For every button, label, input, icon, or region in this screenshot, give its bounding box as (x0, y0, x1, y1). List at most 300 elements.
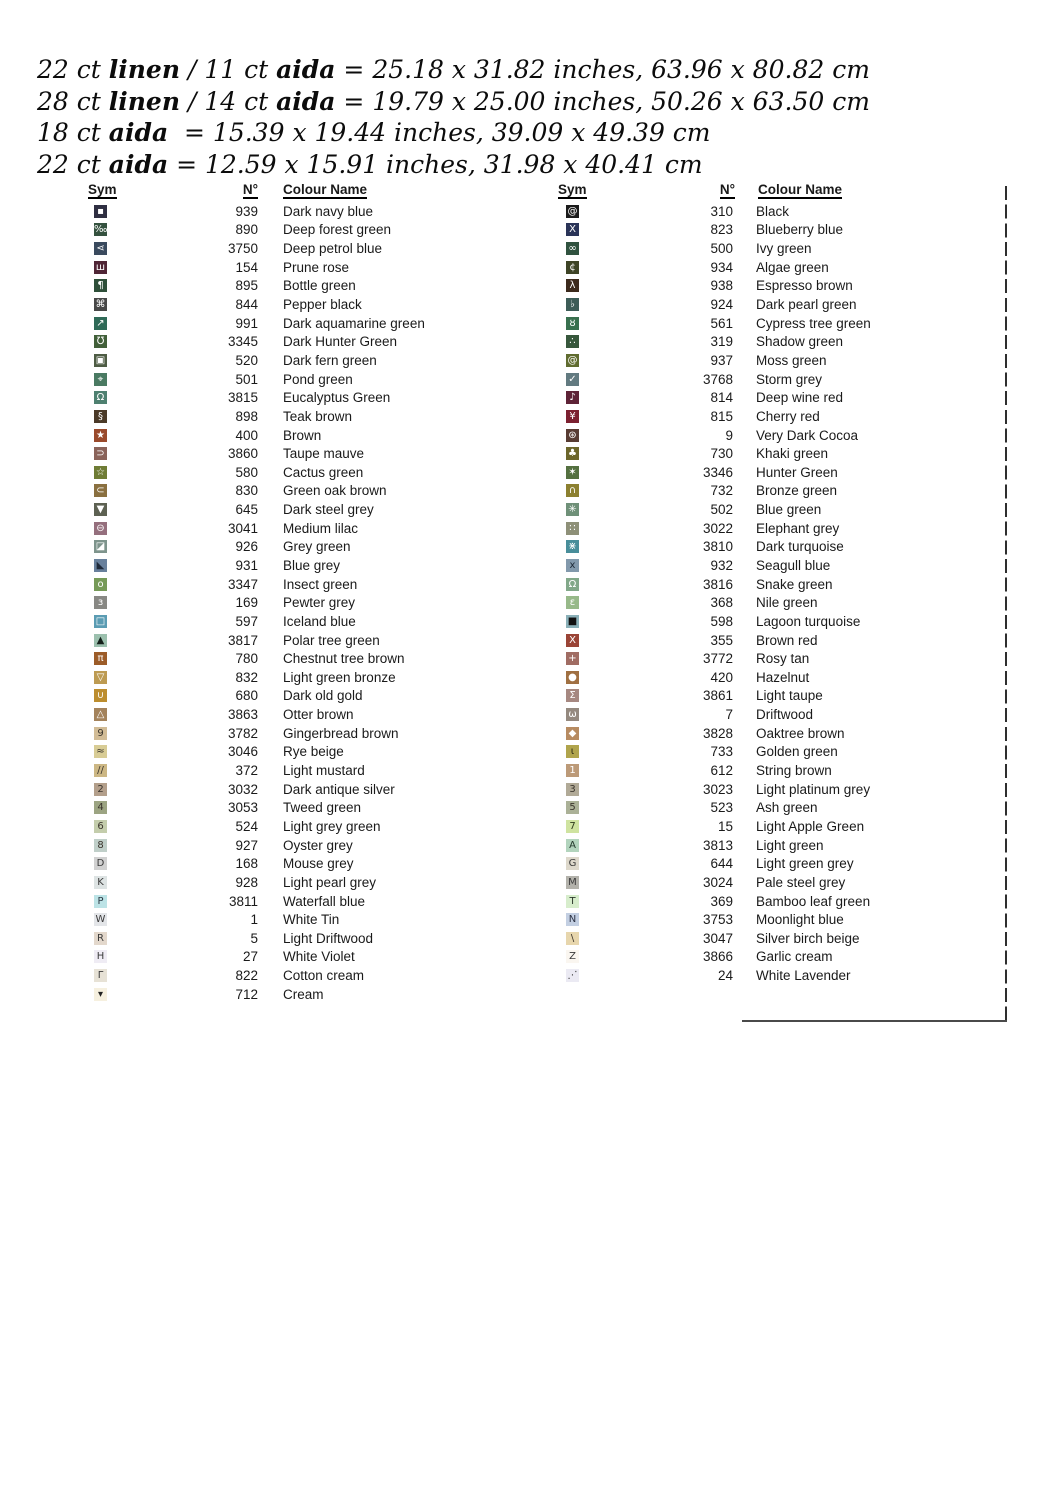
colour-number: 830 (235, 483, 258, 499)
symbol-swatch: x (566, 559, 579, 572)
colour-number: 1 (250, 912, 258, 928)
colour-number: 501 (235, 371, 258, 387)
colour-name: Polar tree green (283, 632, 380, 648)
table-row (88, 332, 528, 351)
header-number: N° (242, 182, 258, 197)
colour-name: Hazelnut (756, 669, 810, 685)
table-row (558, 593, 998, 612)
symbol-swatch: ⊖ (94, 522, 107, 535)
table-row (558, 202, 998, 221)
colour-name: Cream (283, 986, 324, 1002)
symbol-swatch: ✳ (566, 503, 579, 516)
colour-number: 814 (710, 390, 733, 406)
symbol-swatch: N (566, 913, 579, 926)
colour-name: Deep forest green (283, 222, 392, 238)
symbol-swatch: W (95, 914, 106, 926)
colour-number: 369 (710, 893, 733, 909)
colour-name: Brown (283, 427, 322, 443)
colour-number: 612 (710, 763, 733, 779)
symbol-swatch: ¥ (566, 410, 579, 423)
symbol-swatch: @ (567, 205, 578, 217)
colour-name: Dark aquamarine green (283, 315, 425, 331)
table-row (88, 593, 528, 612)
colour-name: Chestnut tree brown (283, 651, 405, 667)
table-row (558, 854, 998, 873)
table-row (88, 221, 528, 240)
colour-number: 934 (710, 259, 733, 275)
table-row (88, 407, 528, 426)
colour-name: Elephant grey (756, 520, 840, 536)
colour-number: 154 (235, 259, 258, 275)
symbol-swatch: ▪ (94, 205, 107, 218)
colour-name: Tweed green (283, 800, 362, 816)
colour-name: Driftwood (756, 707, 814, 723)
colour-number: 645 (235, 502, 258, 518)
colour-number: 520 (235, 352, 258, 368)
symbol-swatch: ◣ (94, 559, 107, 572)
symbol-swatch: ☆ (94, 466, 107, 479)
colour-number: 895 (235, 278, 258, 294)
symbol-swatch: ⋇ (566, 540, 579, 553)
symbol-swatch: ⋰ (567, 970, 578, 982)
table-row (88, 817, 528, 836)
table-row (88, 705, 528, 724)
colour-name: Deep wine red (756, 390, 844, 406)
table-row (558, 407, 998, 426)
colour-name: Green oak brown (283, 483, 387, 499)
table-row (88, 873, 528, 892)
table-row (88, 482, 528, 501)
table-row (558, 799, 998, 818)
colour-number: 823 (710, 222, 733, 238)
colour-name: Waterfall blue (283, 893, 366, 909)
colour-number: 168 (235, 856, 258, 872)
table-header (88, 182, 528, 201)
size-line: 22 ct linen / 11 ct aida = 25.18 x 31.82 inches, 63.96 x 80.82 cm (37, 55, 870, 84)
symbol-swatch: 3 (566, 783, 579, 796)
colour-number: 927 (235, 837, 258, 853)
colour-name: Teak brown (283, 408, 353, 424)
colour-number: 3032 (227, 781, 258, 797)
table-row (88, 295, 528, 314)
colour-number: 3750 (227, 241, 258, 257)
colour-name: Seagull blue (756, 557, 831, 573)
colour-number: 27 (242, 949, 258, 965)
symbol-swatch: + (566, 652, 579, 665)
symbol-swatch: R (94, 932, 107, 945)
symbol-swatch: ▾ (94, 988, 107, 1001)
table-row (558, 314, 998, 333)
colour-name: Bamboo leaf green (756, 893, 871, 909)
table-row (558, 332, 998, 351)
colour-name: Dark antique silver (283, 781, 395, 797)
colour-name: Moss green (756, 352, 827, 368)
symbol-swatch: ɜ (94, 596, 107, 609)
table-row (558, 444, 998, 463)
header-number: N° (719, 182, 735, 197)
colour-name: Dark Hunter Green (283, 334, 398, 350)
colour-name: Blue grey (283, 557, 341, 573)
colour-name: Deep petrol blue (283, 241, 383, 257)
colour-number: 844 (235, 297, 258, 313)
symbol-swatch: ∪ (94, 689, 107, 702)
symbol-swatch: ▣ (95, 354, 106, 366)
colour-name: Cherry red (756, 408, 820, 424)
table-row (88, 892, 528, 911)
colour-number: 3024 (702, 874, 733, 890)
colour-name: Light Apple Green (756, 818, 865, 834)
colour-name: Light green bronze (283, 669, 396, 685)
colour-name: Espresso brown (756, 278, 853, 294)
table-row (88, 836, 528, 855)
symbol-swatch: 9 (94, 727, 107, 740)
symbol-swatch: // (94, 764, 107, 777)
table-row (558, 258, 998, 277)
fabric-size-summary (37, 54, 870, 180)
colour-number: 938 (710, 278, 733, 294)
symbol-swatch: ● (566, 671, 579, 684)
symbol-swatch: o (94, 578, 107, 591)
symbol-swatch: ◪ (95, 541, 106, 553)
table-row (558, 463, 998, 482)
table-row (558, 948, 998, 967)
colour-number: 924 (710, 297, 733, 313)
colour-name: Light pearl grey (283, 874, 377, 890)
colour-name: Golden green (756, 744, 838, 760)
table-row (558, 556, 998, 575)
symbol-swatch: 7 (566, 820, 579, 833)
colour-number: 372 (235, 763, 258, 779)
table-row (88, 780, 528, 799)
colour-name: Gingerbread brown (283, 725, 399, 741)
colour-name: Prune rose (283, 259, 350, 275)
colour-number: 3860 (227, 446, 258, 462)
table-row (88, 910, 528, 929)
colour-number: 3345 (227, 334, 258, 350)
symbol-swatch: 4 (94, 801, 107, 814)
colour-number: 3047 (702, 930, 733, 946)
colour-name: Hunter Green (756, 464, 838, 480)
colour-number: 3772 (702, 651, 733, 667)
colour-name: Moonlight blue (756, 912, 844, 928)
table-row (558, 743, 998, 762)
symbol-swatch: ◆ (566, 727, 579, 740)
colour-number: 712 (235, 986, 258, 1002)
table-right-border (1005, 186, 1007, 1022)
symbol-swatch: ω (566, 708, 579, 721)
colour-name: Oaktree brown (756, 725, 845, 741)
colour-name: Dark fern green (283, 352, 377, 368)
symbol-swatch: H (94, 950, 107, 963)
symbol-swatch: ∞ (566, 242, 579, 255)
colour-number: 24 (717, 968, 733, 984)
colour-number: 355 (710, 632, 733, 648)
colour-name: Insect green (283, 576, 358, 592)
table-row (88, 724, 528, 743)
colour-number: 898 (235, 408, 258, 424)
table-row (88, 463, 528, 482)
colour-number: 733 (710, 744, 733, 760)
symbol-swatch: ≈ (94, 745, 107, 758)
colour-number: 3046 (227, 744, 258, 760)
table-row (88, 444, 528, 463)
colour-number: 561 (710, 315, 733, 331)
table-row (558, 388, 998, 407)
colour-name: Otter brown (283, 707, 354, 723)
colour-number: 3828 (702, 725, 733, 741)
table-row (558, 780, 998, 799)
symbol-swatch: ▽ (94, 671, 107, 684)
table-row (88, 519, 528, 538)
colour-name: Khaki green (756, 446, 829, 462)
table-row (88, 743, 528, 762)
symbol-swatch: T (566, 895, 579, 908)
table-row (88, 649, 528, 668)
colour-name: Rosy tan (756, 651, 810, 667)
colour-number: 926 (235, 539, 258, 555)
table-row (88, 612, 528, 631)
colour-number: 368 (710, 595, 733, 611)
symbol-swatch: X (566, 223, 579, 236)
table-row (88, 668, 528, 687)
header-sym: Sym (88, 182, 117, 197)
symbol-swatch: ⊛ (566, 429, 579, 442)
colour-number: 5 (250, 930, 258, 946)
table-row (558, 649, 998, 668)
colour-number: 598 (710, 613, 733, 629)
symbol-swatch: @ (567, 354, 578, 366)
colour-number: 3813 (702, 837, 733, 853)
colour-number: 732 (710, 483, 733, 499)
table-rows (558, 202, 998, 985)
table-row (88, 314, 528, 333)
symbol-swatch: ⌖ (94, 373, 107, 386)
colour-name: Dark navy blue (283, 203, 374, 219)
symbol-swatch: D (94, 857, 107, 870)
table-row (558, 500, 998, 519)
table-row (558, 426, 998, 445)
colour-name: Bottle green (283, 278, 356, 294)
colour-name: Ivy green (756, 241, 812, 257)
symbol-swatch: 5 (566, 801, 579, 814)
colour-number: 580 (235, 464, 258, 480)
colour-number: 3816 (702, 576, 733, 592)
table-row (88, 426, 528, 445)
colour-number: 890 (235, 222, 258, 238)
table-row (88, 761, 528, 780)
symbol-swatch: ∩ (566, 484, 579, 497)
colour-name: Medium lilac (283, 520, 359, 536)
colour-name: Cypress tree green (756, 315, 871, 331)
colour-name: Algae green (756, 259, 829, 275)
symbol-swatch: P (94, 895, 107, 908)
symbol-swatch: ȣ (566, 317, 579, 330)
symbol-swatch: ⊃ (94, 447, 107, 460)
colour-name: Blueberry blue (756, 222, 844, 238)
symbol-swatch: 2 (94, 783, 107, 796)
symbol-swatch: ✓ (566, 373, 579, 386)
table-row (88, 370, 528, 389)
table-row (88, 277, 528, 296)
colour-number: 928 (235, 874, 258, 890)
table-row (558, 612, 998, 631)
colour-name: Lagoon turquoise (756, 613, 861, 629)
table-row (558, 910, 998, 929)
table-row (88, 538, 528, 557)
colour-number: 832 (235, 669, 258, 685)
colour-number: 502 (710, 502, 733, 518)
colour-number: 3863 (227, 707, 258, 723)
colour-name: Pewter grey (283, 595, 356, 611)
table-row (558, 929, 998, 948)
table-row (558, 370, 998, 389)
colour-name: Silver birch beige (756, 930, 860, 946)
symbol-swatch: G (566, 857, 579, 870)
symbol-swatch: Γ (94, 969, 107, 982)
header-sym: Sym (558, 182, 587, 197)
colour-name: Very Dark Cocoa (756, 427, 859, 443)
colour-number: 400 (235, 427, 258, 443)
colour-name: Grey green (283, 539, 351, 555)
colour-name: Iceland blue (283, 613, 356, 629)
colour-name: Mouse grey (283, 856, 354, 872)
symbol-swatch: ¢ (566, 261, 579, 274)
symbol-swatch: ∷ (566, 522, 579, 535)
symbol-swatch: K (94, 876, 107, 889)
table-row (88, 388, 528, 407)
symbol-swatch: ♪ (566, 391, 579, 404)
symbol-swatch: □ (95, 615, 106, 627)
colour-name: White Violet (283, 949, 355, 965)
symbol-swatch: ▲ (94, 634, 107, 647)
colour-name: Storm grey (756, 371, 823, 387)
colour-number: 3768 (702, 371, 733, 387)
table-row (88, 575, 528, 594)
table-row (558, 873, 998, 892)
colour-number: 932 (710, 557, 733, 573)
table-row (558, 575, 998, 594)
colour-name: Light grey green (283, 818, 381, 834)
symbol-swatch: Ω (94, 391, 107, 404)
colour-name: Cactus green (283, 464, 364, 480)
colour-name: Dark old gold (283, 688, 363, 704)
table-bottom-border (742, 1020, 1007, 1022)
symbol-swatch: M (566, 876, 579, 889)
table-row (88, 966, 528, 985)
symbol-swatch: Z (566, 950, 579, 963)
colour-number: 3815 (227, 390, 258, 406)
symbol-swatch: ↗ (94, 317, 107, 330)
table-row (88, 799, 528, 818)
table-row (558, 221, 998, 240)
table-row (88, 631, 528, 650)
table-row (558, 817, 998, 836)
colour-name: White Tin (283, 912, 340, 928)
colour-number: 15 (717, 818, 733, 834)
symbol-swatch: ✶ (566, 466, 579, 479)
colour-name: Light platinum grey (756, 781, 871, 797)
colour-number: 3346 (702, 464, 733, 480)
table-row (558, 836, 998, 855)
colour-name: Brown red (756, 632, 818, 648)
header-colour-name: Colour Name (758, 182, 843, 197)
symbol-swatch: ε (566, 596, 579, 609)
symbol-swatch: ш (95, 261, 106, 273)
table-row (558, 482, 998, 501)
table-header (558, 182, 998, 201)
table-row (558, 239, 998, 258)
colour-name: Dark turquoise (756, 539, 844, 555)
symbol-swatch: § (94, 410, 107, 423)
colour-key-table-left (88, 182, 528, 1004)
table-row (88, 258, 528, 277)
symbol-swatch: ⌘ (95, 299, 106, 311)
colour-number: 931 (235, 557, 258, 573)
symbol-swatch: ⊂ (94, 484, 107, 497)
colour-number: 644 (710, 856, 733, 872)
symbol-swatch: A (566, 839, 579, 852)
colour-number: 3347 (227, 576, 258, 592)
table-row (88, 687, 528, 706)
table-row (558, 705, 998, 724)
colour-key-table-right (558, 182, 998, 985)
symbol-swatch: ▼ (94, 503, 107, 516)
table-row (558, 966, 998, 985)
colour-number: 3866 (702, 949, 733, 965)
colour-name: Light green (756, 837, 824, 853)
size-line: 22 ct aida = 12.59 x 15.91 inches, 31.98 x 40.41 cm (37, 149, 703, 179)
symbol-swatch: 6 (94, 820, 107, 833)
symbol-swatch: λ (566, 279, 579, 292)
symbol-swatch: 8 (94, 839, 107, 852)
colour-name: String brown (756, 763, 832, 779)
symbol-swatch: X (566, 634, 579, 647)
table-row (558, 761, 998, 780)
colour-number: 680 (235, 688, 258, 704)
symbol-swatch: ℧ (94, 335, 107, 348)
colour-number: 730 (710, 446, 733, 462)
symbol-swatch: ■ (567, 615, 578, 627)
colour-name: Rye beige (283, 744, 344, 760)
colour-number: 500 (710, 241, 733, 257)
table-row (558, 277, 998, 296)
table-row (88, 854, 528, 873)
symbol-swatch: ∴ (566, 335, 579, 348)
colour-name: White Lavender (756, 968, 851, 984)
colour-number: 991 (235, 315, 258, 331)
symbol-swatch: 1 (566, 764, 579, 777)
table-row (558, 519, 998, 538)
colour-number: 9 (725, 427, 733, 443)
symbol-swatch: ♭ (566, 298, 579, 311)
colour-name: Dark steel grey (283, 502, 374, 518)
colour-name: Light taupe (756, 688, 823, 704)
colour-number: 420 (710, 669, 733, 685)
table-row (88, 948, 528, 967)
table-row (558, 631, 998, 650)
colour-number: 822 (235, 968, 258, 984)
colour-number: 7 (725, 707, 733, 723)
colour-number: 937 (710, 352, 733, 368)
colour-number: 3782 (227, 725, 258, 741)
colour-name: Light green grey (756, 856, 854, 872)
colour-name: Oyster grey (283, 837, 353, 853)
symbol-swatch: Ω (566, 578, 579, 591)
colour-number: 3811 (228, 893, 258, 909)
colour-number: 3810 (702, 539, 733, 555)
colour-name: Black (756, 203, 790, 219)
size-line: 18 ct aida = 15.39 x 19.44 inches, 39.09 x 49.39 cm (37, 118, 711, 147)
